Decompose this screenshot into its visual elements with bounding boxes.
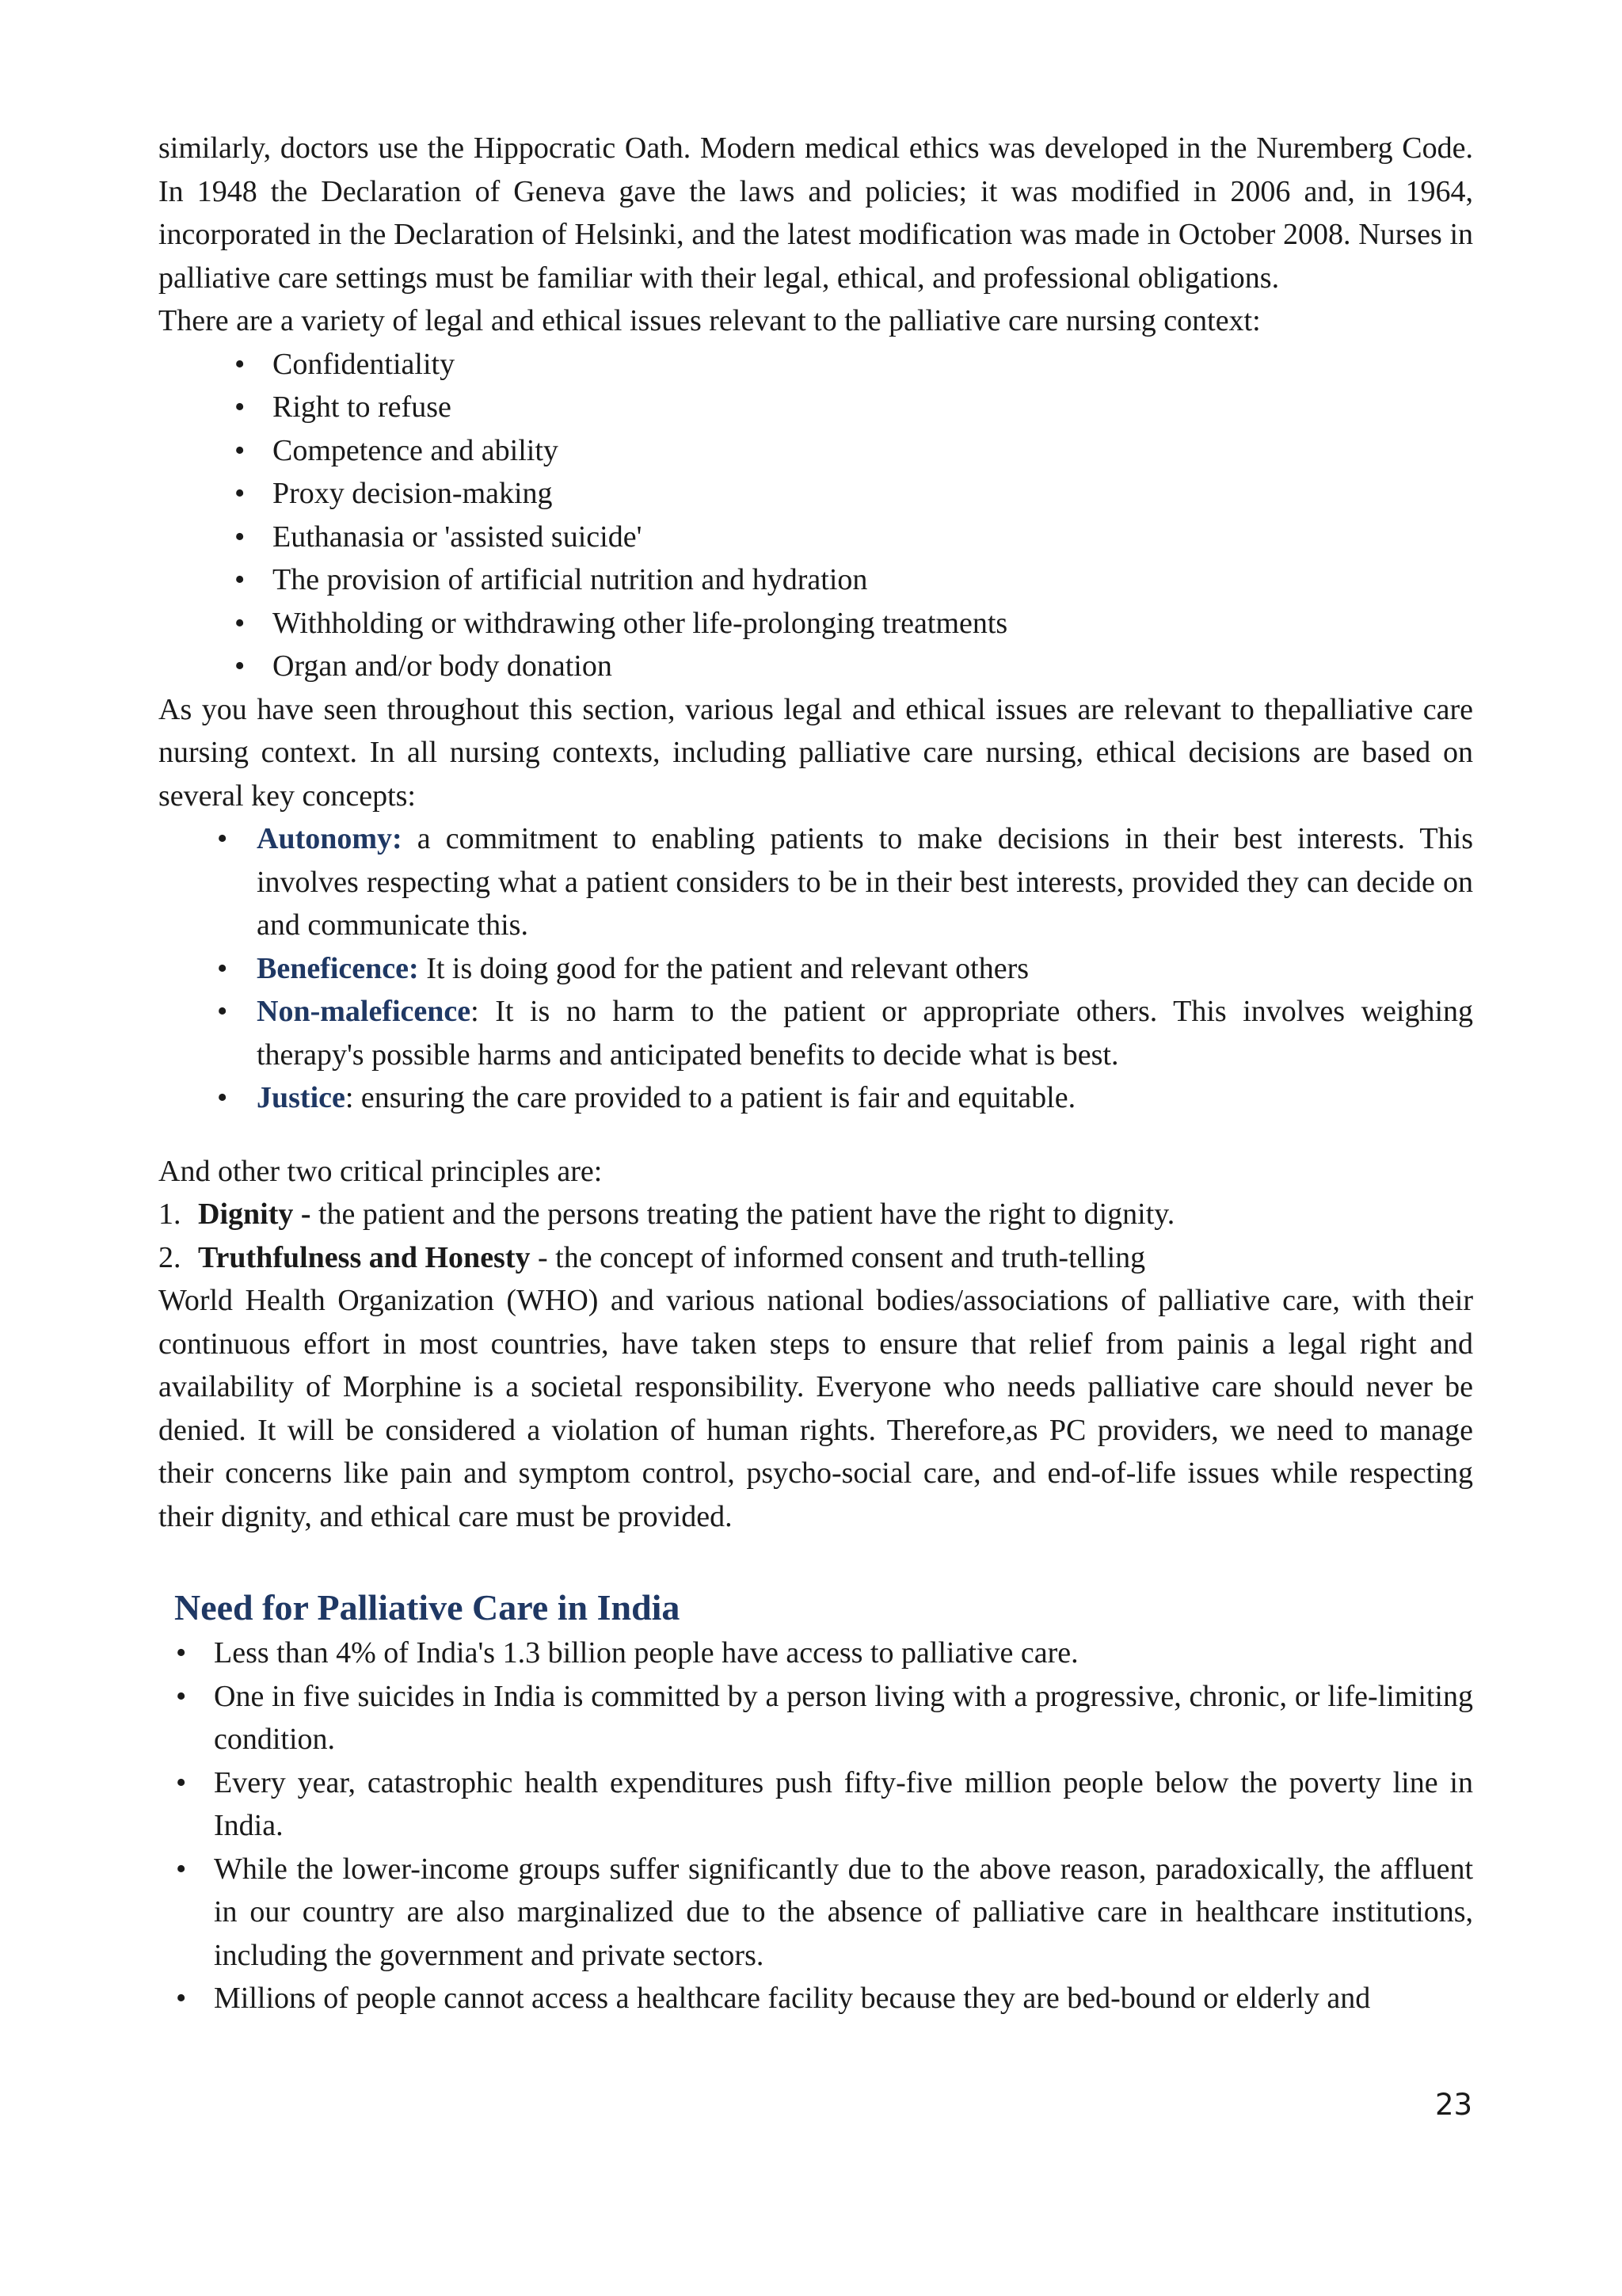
list-item: • Millions of people cannot access a healthcare facility because they are bed-bound or elderly and — [158, 1977, 1473, 2020]
principle-number: 1. — [158, 1197, 181, 1231]
principle-text: the patient and the persons treating the patient have the right to dignity. — [310, 1197, 1175, 1231]
principle-term: Truthfulness and Honesty — [198, 1240, 531, 1274]
list-item: • One in five suicides in India is committed by a person living with a progressive, chronic, or life-limiting condition. — [158, 1675, 1473, 1761]
list-item: • Every year, catastrophic health expenditures push fifty-five million people below the poverty line in India. — [158, 1761, 1473, 1848]
who-paragraph: World Health Organization (WHO) and various national bodies/associations of palliative care, with their continuous effort in most countries, have taken steps to ensure that relief from painis a legal right and availability of Morphine is a societal responsibility. Everyone who needs palliative care should never be denied. It will be considered a violation of human rights. Therefore,as PC providers, we need to manage their concerns like pain and symptom control, psycho-social care, and end-of-life issues while respecting their dignity, and ethical care must be provided. — [158, 1284, 1473, 1533]
concept-non-maleficence — [158, 990, 1473, 1076]
india-need-list — [158, 1632, 1473, 2020]
list-item: • Confidentiality — [158, 343, 1473, 386]
list-item: • While the lower-income groups suffer significantly due to the above reason, paradoxically, the affluent in our country are also marginalized due to the absence of palliative care in healthcare institutions, including the government and private sectors. — [158, 1848, 1473, 1978]
list-item: • Proxy decision-making — [158, 472, 1473, 516]
concept-justice — [158, 1076, 1473, 1120]
concept-term: Non-maleficence — [257, 995, 471, 1028]
concept-text: It is doing good for the patient and relevant others — [418, 951, 1030, 985]
list-item: • Right to refuse — [158, 386, 1473, 429]
concept-text: : ensuring the care provided to a patient is fair and equitable. — [345, 1081, 1076, 1114]
document-page — [158, 127, 1473, 2020]
concept-text: : It is no harm to the patient or appropriate others. This involves weighing therapy's possible harms and anticipated benefits to decide what is best. — [257, 995, 1473, 1072]
concept-term: Justice — [257, 1081, 345, 1114]
principle-number: 2. — [158, 1240, 181, 1274]
issues-intro: There are a variety of legal and ethical issues relevant to the palliative care nursing context: — [158, 304, 1261, 337]
concept-autonomy — [158, 817, 1473, 947]
principle-dignity — [158, 1193, 1473, 1236]
principle-text: - the concept of informed consent and truth-telling — [530, 1240, 1146, 1274]
intro-paragraph: similarly, doctors use the Hippocratic Oath. Modern medical ethics was developed in the Nuremberg Code. In 1948 the Declaration of Geneva gave the laws and policies; it was modified in 2006 and, in 1964, incorporated in the Declaration of Helsinki, and the latest modification was made in October 2008. Nurses in palliative care settings must be familiar with their legal, ethical, and professional obligations. — [158, 131, 1473, 295]
list-item: • Withholding or withdrawing other life-prolonging treatments — [158, 602, 1473, 645]
principles-intro: And other two critical principles are: — [158, 1154, 603, 1188]
page-number: 23 — [1435, 2088, 1473, 2122]
list-item: • Euthanasia or 'assisted suicide' — [158, 516, 1473, 559]
concepts-intro: As you have seen throughout this section, various legal and ethical issues are relevant to thepalliative care nursing context. In all nursing contexts, including palliative care nursing, ethical decisions are based on several key concepts: — [158, 692, 1473, 813]
concept-beneficence — [158, 947, 1473, 991]
concept-term: Autonomy: — [257, 822, 402, 855]
list-item: • Competence and ability — [158, 429, 1473, 473]
key-concepts-list — [158, 817, 1473, 1120]
list-item: • The provision of artificial nutrition and hydration — [158, 558, 1473, 602]
principle-truthfulness — [158, 1236, 1473, 1280]
spacer — [158, 1120, 1473, 1150]
concept-text: a commitment to enabling patients to make decisions in their best interests. This involves respecting what a patient considers to be in their best interests, provided they can decide on and communicate this. — [257, 822, 1473, 942]
legal-ethical-issues-list — [158, 343, 1473, 688]
concept-term: Beneficence: — [257, 951, 419, 985]
section-heading: Need for Palliative Care in India — [174, 1587, 680, 1628]
list-item: • Organ and/or body donation — [158, 645, 1473, 688]
list-item: • Less than 4% of India's 1.3 billion people have access to palliative care. — [158, 1632, 1473, 1675]
principle-term: Dignity - — [198, 1197, 311, 1231]
